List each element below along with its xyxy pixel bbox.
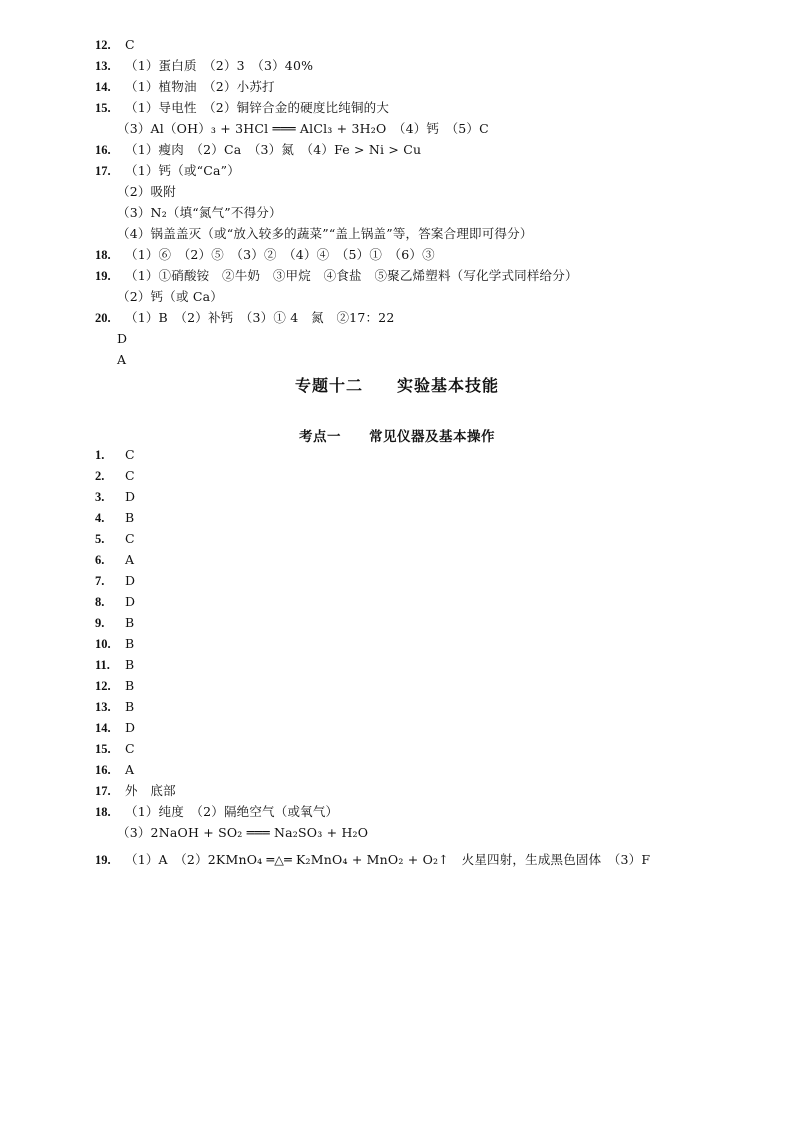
question-number: 15. xyxy=(95,742,111,756)
question-number: 14. xyxy=(95,721,111,735)
answer-text: B xyxy=(125,636,135,651)
question-number: 18. xyxy=(95,248,111,262)
question-number: 17. xyxy=(95,784,111,798)
answer-text: （1）①硝酸铵 ②牛奶 ③甲烷 ④食盐 ⑤聚乙烯塑料（写化学式同样给分） xyxy=(125,268,578,283)
answer-line xyxy=(95,142,421,158)
answer-text: （1）植物油 （2）小苏打 xyxy=(125,79,275,94)
answer-text: A xyxy=(117,352,127,367)
question-number: 6. xyxy=(95,553,105,567)
answer-text: （4）锅盖盖灭（或“放入较多的蔬菜”“盖上锅盖”等，答案合理即可得分） xyxy=(117,226,533,241)
answer-line xyxy=(117,289,223,305)
answer-line xyxy=(95,531,135,547)
question-number: 7. xyxy=(95,574,105,588)
answer-text: （1）纯度 （2）隔绝空气（或氧气） xyxy=(125,804,339,819)
answer-text: （1）A （2）2KMnO₄ ═△═ K₂MnO₄ + MnO₂ + O₂↑ 火星四射，生成黑色固体 （3）F xyxy=(125,852,651,867)
answer-line xyxy=(117,352,126,368)
answer-text: B xyxy=(125,678,135,693)
answer-line xyxy=(95,268,578,284)
answer-line xyxy=(95,741,135,757)
question-number: 13. xyxy=(95,700,111,714)
answer-text: D xyxy=(125,489,136,504)
answer-line xyxy=(95,615,134,631)
answer-line xyxy=(95,573,135,589)
answer-line xyxy=(95,58,313,74)
question-number: 1. xyxy=(95,448,105,462)
subsection-title: 考点一 常见仪器及基本操作 xyxy=(299,429,495,445)
answer-text: C xyxy=(125,468,135,483)
answer-line xyxy=(95,489,135,505)
answer-line xyxy=(95,594,135,610)
answer-text: C xyxy=(125,447,135,462)
answer-text: C xyxy=(125,531,135,546)
answer-text: （1）蛋白质 （2）3 （3）40% xyxy=(125,58,314,73)
question-number: 4. xyxy=(95,511,105,525)
answer-text: （3）N₂（填“氮气”不得分） xyxy=(117,205,282,220)
section-title: 专题十二 实验基本技能 xyxy=(294,376,499,395)
answer-line xyxy=(95,852,650,868)
answer-line xyxy=(117,226,533,242)
answer-text: （1）⑥ （2）⑤ （3）② （4）④ （5）① （6）③ xyxy=(125,247,435,262)
question-number: 2. xyxy=(95,469,105,483)
answer-line xyxy=(95,636,134,652)
answer-text: A xyxy=(125,762,135,777)
answer-text: D xyxy=(125,573,136,588)
question-number: 19. xyxy=(95,853,111,867)
answer-line xyxy=(95,447,135,463)
answer-text: B xyxy=(125,699,135,714)
answer-text: （2）钙（或 Ca） xyxy=(117,289,223,304)
question-number: 19. xyxy=(95,269,111,283)
answer-text: C xyxy=(125,741,135,756)
answer-line xyxy=(95,310,394,326)
answer-text: （3）Al（OH）₃ + 3HCl ═══ AlCl₃ + 3H₂O （4）钙 （5）C xyxy=(117,121,489,136)
answer-line xyxy=(95,783,176,799)
question-number: 8. xyxy=(95,595,105,609)
question-number: 16. xyxy=(95,763,111,777)
answer-text: （1）瘦肉 （2）Ca （3）氮 （4）Fe > Ni > Cu xyxy=(125,142,422,157)
question-number: 15. xyxy=(95,101,111,115)
answer-text: D xyxy=(117,331,128,346)
answer-text: （1）B （2）补钙 （3）① 4 氮 ②17：22 xyxy=(125,310,395,325)
question-number: 10. xyxy=(95,637,111,651)
answer-line xyxy=(95,468,135,484)
answer-text: （3）2NaOH + SO₂ ═══ Na₂SO₃ + H₂O xyxy=(117,825,369,840)
answer-text: D xyxy=(125,720,136,735)
answer-text: B xyxy=(125,657,135,672)
answer-line xyxy=(95,79,275,95)
question-number: 11. xyxy=(95,658,110,672)
answer-line xyxy=(95,657,134,673)
answer-line xyxy=(95,678,134,694)
answer-text: A xyxy=(125,552,135,567)
answer-line xyxy=(95,247,435,263)
question-number: 20. xyxy=(95,311,111,325)
answer-line xyxy=(95,552,134,568)
question-number: 9. xyxy=(95,616,105,630)
answer-line xyxy=(95,804,338,820)
answer-line xyxy=(95,510,134,526)
answer-line xyxy=(117,184,176,200)
question-number: 13. xyxy=(95,59,111,73)
answer-line xyxy=(95,762,134,778)
answer-text: （2）吸附 xyxy=(117,184,176,199)
answer-line xyxy=(117,331,127,347)
answer-line xyxy=(117,205,282,221)
question-number: 12. xyxy=(95,679,111,693)
answer-text: B xyxy=(125,510,135,525)
answer-line xyxy=(95,163,240,179)
answer-text: （1）钙（或“Ca”） xyxy=(125,163,240,178)
answer-text: （1）导电性 （2）铜锌合金的硬度比纯铜的大 xyxy=(125,100,390,115)
answer-text: C xyxy=(125,37,135,52)
answer-text: 外 底部 xyxy=(125,783,176,798)
answer-line xyxy=(95,37,135,53)
answer-line xyxy=(117,121,489,137)
answer-line xyxy=(95,699,134,715)
question-number: 18. xyxy=(95,805,111,819)
question-number: 3. xyxy=(95,490,105,504)
question-number: 16. xyxy=(95,143,111,157)
answer-line xyxy=(95,100,389,116)
question-number: 14. xyxy=(95,80,111,94)
question-number: 5. xyxy=(95,532,105,546)
answer-line xyxy=(95,720,135,736)
answer-text: B xyxy=(125,615,135,630)
answer-text: D xyxy=(125,594,136,609)
question-number: 12. xyxy=(95,38,111,52)
question-number: 17. xyxy=(95,164,111,178)
answer-line xyxy=(117,825,368,841)
